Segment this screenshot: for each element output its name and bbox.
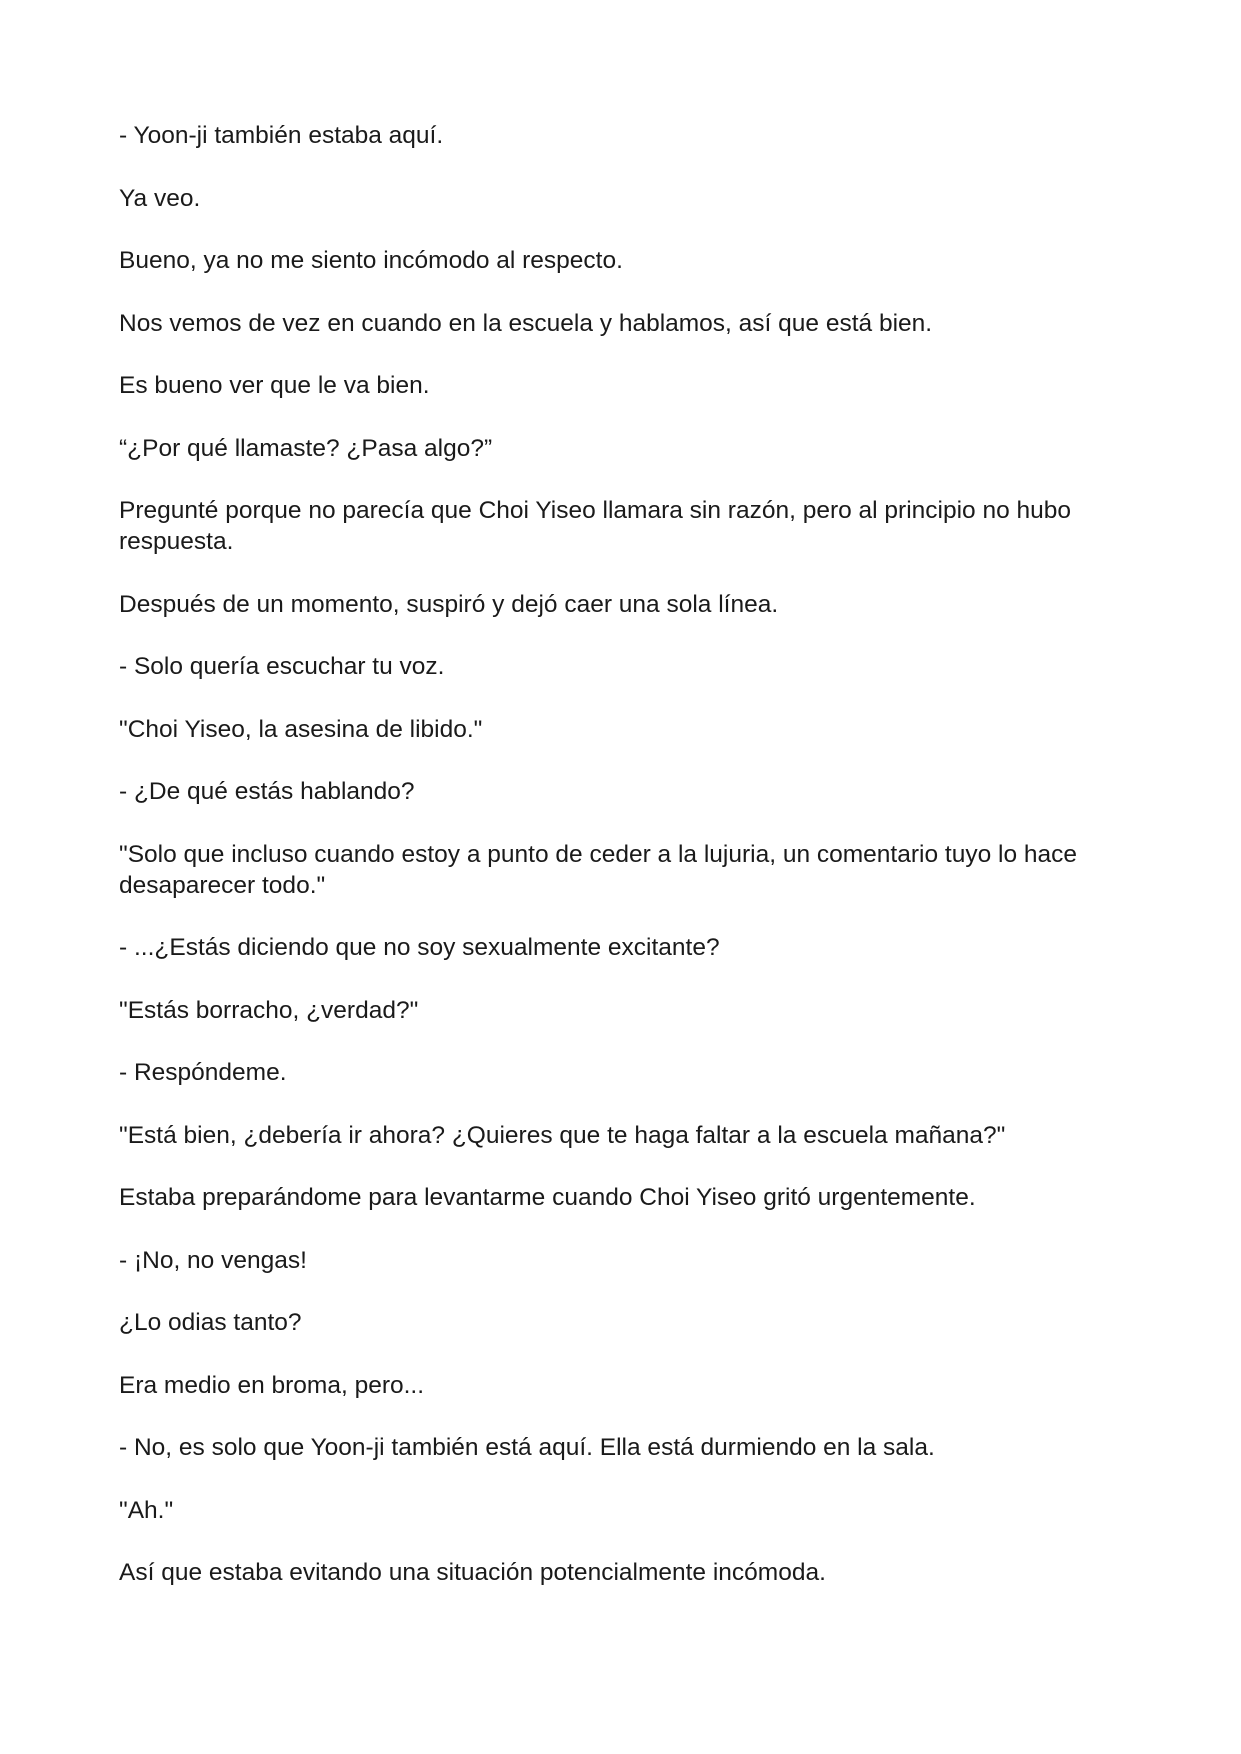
paragraph: - ¡No, no vengas! [119, 1246, 307, 1274]
paragraph: - ...¿Estás diciendo que no soy sexualmente excitante? [119, 934, 720, 961]
paragraph: - Yoon-ji también estaba aquí. [119, 122, 444, 149]
paragraph: Nos vemos de vez en cuando en la escuela y hablamos, así que está bien. [119, 309, 933, 337]
paragraph: "Está bien, ¿debería ir ahora? ¿Quieres que te haga faltar a la escuela mañana?" [119, 1121, 1006, 1149]
paragraph: - Solo quería escuchar tu voz. [119, 653, 445, 680]
paragraph: - ¿De qué estás hablando? [119, 778, 415, 805]
paragraph: "Solo que incluso cuando estoy a punto de ceder a la lujuria, un comentario tuyo lo hace desaparecer todo." [119, 840, 1078, 899]
paragraph: Bueno, ya no me siento incómodo al respecto. [119, 247, 623, 274]
paragraph: Ya veo. [119, 184, 201, 212]
paragraph: Es bueno ver que le va bien. [119, 372, 430, 399]
paragraph: ¿Lo odias tanto? [119, 1309, 302, 1336]
paragraph: - No, es solo que Yoon-ji también está aquí. Ella está durmiendo en la sala. [119, 1434, 935, 1461]
paragraph: "Estás borracho, ¿verdad?" [119, 996, 419, 1024]
paragraph: Pregunté porque no parecía que Choi Yiseo llamara sin razón, pero al principio no hubo respuesta. [119, 497, 1072, 555]
paragraph: “¿Por qué llamaste? ¿Pasa algo?” [119, 434, 493, 462]
paragraph: - Respóndeme. [119, 1059, 287, 1086]
paragraph: Era medio en broma, pero... [119, 1371, 425, 1399]
paragraph: Después de un momento, suspiró y dejó caer una sola línea. [119, 590, 779, 618]
paragraph: Así que estaba evitando una situación potencialmente incómoda. [119, 1559, 826, 1586]
paragraph: Estaba preparándome para levantarme cuando Choi Yiseo gritó urgentemente. [119, 1184, 976, 1211]
paragraph: "Ah." [119, 1496, 174, 1524]
paragraph: "Choi Yiseo, la asesina de libido." [119, 715, 483, 743]
document-body [119, 120, 1129, 1620]
